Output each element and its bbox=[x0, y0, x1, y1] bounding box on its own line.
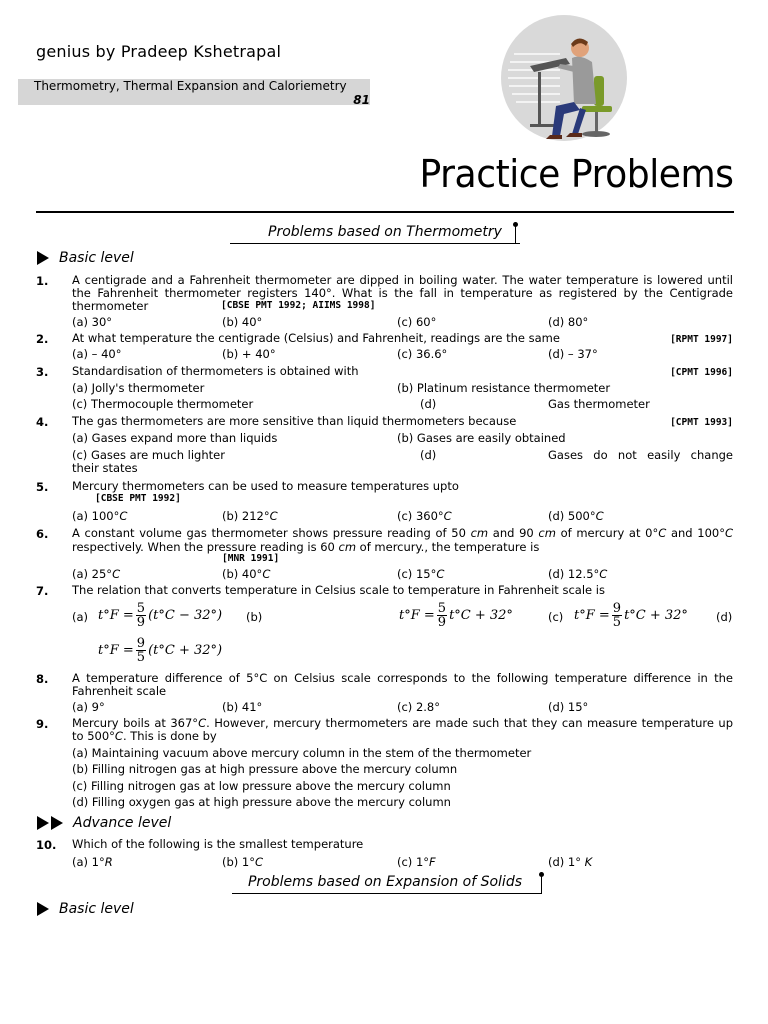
question-number: 7. bbox=[36, 584, 49, 598]
formula-b: t°F = $\frac{5}{9}$ t°C + 32° bbox=[399, 601, 513, 630]
basic-level-label: Basic level bbox=[59, 901, 134, 917]
option-a: (a) 30° bbox=[72, 315, 113, 329]
option-a: (a) – 40° bbox=[72, 347, 122, 361]
triangle-bullet-icon bbox=[51, 816, 63, 830]
section-tick bbox=[541, 876, 542, 893]
fraction: $\frac{5}{9}$ bbox=[136, 601, 146, 630]
question-text: At what temperature the centigrade (Celsius) and Fahrenheit, readings are the same bbox=[72, 331, 560, 345]
option-b: (b) Platinum resistance thermometer bbox=[397, 381, 611, 395]
question-text: Mercury boils at 367°C. However, mercury thermometers are made such that they can measure temperature up to 500°C. This is done by bbox=[72, 716, 733, 743]
formula-a: t°F = $\frac{5}{9}$ (t°C − 32°) bbox=[98, 601, 223, 630]
question-text: The relation that converts temperature in Celsius scale to temperature in Fahrenheit scale is bbox=[72, 583, 605, 597]
advance-level-label: Advance level bbox=[73, 815, 172, 831]
question-number: 9. bbox=[36, 717, 49, 731]
option-d-continued: their states bbox=[72, 461, 138, 475]
option-d: (d) 1° K bbox=[548, 855, 593, 869]
question-text: Standardisation of thermometers is obtained with bbox=[72, 364, 359, 378]
option-c: (c) Gases are much lighter bbox=[72, 448, 225, 462]
option-b: (b) 40°C bbox=[222, 567, 271, 581]
fraction: $\frac{9}{5}$ bbox=[612, 601, 622, 630]
option-a: (a) 1°R bbox=[72, 855, 113, 869]
question-text: A temperature difference of 5°C on Celsius scale corresponds to the following temperature difference in the Fahrenheit scale bbox=[72, 671, 733, 698]
advance-level-heading bbox=[37, 815, 171, 831]
option-d-label: (d) bbox=[420, 397, 437, 411]
section-dot bbox=[513, 222, 518, 227]
question-text: Which of the following is the smallest temperature bbox=[72, 837, 364, 851]
student-writing-illustration bbox=[500, 14, 628, 142]
option-d-label: (d) bbox=[716, 610, 733, 624]
option-c: (c) Filling nitrogen gas at low pressure above the mercury column bbox=[72, 779, 451, 793]
triangle-bullet-icon bbox=[37, 251, 49, 265]
question-number: 4. bbox=[36, 415, 49, 429]
question-number: 5. bbox=[36, 480, 49, 494]
option-b: (b) 40° bbox=[222, 315, 263, 329]
question-number: 6. bbox=[36, 527, 49, 541]
section-tick bbox=[515, 226, 516, 243]
chapter-title: Thermometry, Thermal Expansion and Caloriemetry bbox=[34, 79, 347, 93]
option-a-label: (a) bbox=[72, 610, 89, 624]
exam-tag: [MNR 1991] bbox=[222, 553, 280, 564]
option-c: (c) 360°C bbox=[397, 509, 452, 523]
option-d: Gas thermometer bbox=[548, 397, 650, 411]
option-d: (d) 12.5°C bbox=[548, 567, 608, 581]
option-a: (a) Jolly's thermometer bbox=[72, 381, 205, 395]
option-c: (c) 2.8° bbox=[397, 700, 440, 714]
question-text-line2: respectively. When the pressure reading is 60 cm of mercury., the temperature is bbox=[72, 540, 540, 554]
option-d: (d) 80° bbox=[548, 315, 589, 329]
option-b: (b) Filling nitrogen gas at high pressure above the mercury column bbox=[72, 762, 458, 776]
option-b: (b) 1°C bbox=[222, 855, 264, 869]
option-a: (a) 100°C bbox=[72, 509, 128, 523]
question-number: 2. bbox=[36, 332, 49, 346]
triangle-bullet-icon bbox=[37, 902, 49, 916]
section-underline bbox=[230, 243, 520, 244]
option-c: (c) 60° bbox=[397, 315, 437, 329]
option-c: (c) 36.6° bbox=[397, 347, 448, 361]
formula-c: t°F = $\frac{9}{5}$ t°C + 32° bbox=[574, 601, 688, 630]
question-text-line1: A constant volume gas thermometer shows pressure reading of 50 cm and 90 cm of mercury at 0°C and 100°C bbox=[72, 526, 733, 540]
formula-d: t°F = $\frac{9}{5}$ (t°C + 32°) bbox=[98, 636, 223, 665]
fraction: $\frac{9}{5}$ bbox=[136, 636, 146, 665]
exam-tag: [CPMT 1996] bbox=[670, 367, 733, 378]
question-number: 10. bbox=[36, 838, 57, 852]
page-title: Practice Problems bbox=[420, 152, 734, 196]
option-a: (a) Maintaining vacuum above mercury column in the stem of the thermometer bbox=[72, 746, 532, 760]
option-a: (a) Gases expand more than liquids bbox=[72, 431, 278, 445]
fraction: $\frac{5}{9}$ bbox=[437, 601, 447, 630]
question-text: Mercury thermometers can be used to measure temperatures upto bbox=[72, 479, 459, 493]
basic-level-label: Basic level bbox=[59, 250, 134, 266]
option-c-label: (c) bbox=[548, 610, 564, 624]
option-d: (d) Filling oxygen gas at high pressure above the mercury column bbox=[72, 795, 451, 809]
exam-tag: [CBSE PMT 1992] bbox=[95, 493, 181, 504]
option-d: (d) 15° bbox=[548, 700, 589, 714]
question-number: 3. bbox=[36, 365, 49, 379]
question-text: A centigrade and a Fahrenheit thermometer are dipped in boiling water. The water temperature is lowered until the Fahrenheit thermometer registers 140°. What is the fall in temperature as registered by the Centigrade thermometer bbox=[72, 273, 733, 313]
option-c: (c) 15°C bbox=[397, 567, 445, 581]
option-d: Gases do not easily change bbox=[548, 448, 733, 462]
section-heading-expansion: Problems based on Expansion of Solids bbox=[247, 874, 523, 890]
basic-level-heading-2 bbox=[37, 901, 134, 917]
option-a: (a) 9° bbox=[72, 700, 105, 714]
page-number: 81 bbox=[353, 93, 370, 107]
option-c: (c) 1°F bbox=[397, 855, 436, 869]
question-number: 8. bbox=[36, 672, 49, 686]
option-b: (b) + 40° bbox=[222, 347, 276, 361]
author-line: genius by Pradeep Kshetrapal bbox=[36, 42, 282, 61]
title-rule bbox=[36, 211, 734, 213]
exam-tag: [CBSE PMT 1992; AIIMS 1998] bbox=[221, 300, 376, 311]
option-c: (c) Thermocouple thermometer bbox=[72, 397, 254, 411]
exam-tag: [CPMT 1993] bbox=[670, 417, 733, 428]
option-b-label: (b) bbox=[246, 610, 263, 624]
question-text: The gas thermometers are more sensitive than liquid thermometers because bbox=[72, 414, 517, 428]
option-d: (d) – 37° bbox=[548, 347, 598, 361]
option-b: (b) Gases are easily obtained bbox=[397, 431, 566, 445]
section-heading-thermometry: Problems based on Thermometry bbox=[268, 224, 502, 240]
option-b: (b) 212°C bbox=[222, 509, 278, 523]
triangle-bullet-icon bbox=[37, 816, 49, 830]
option-b: (b) 41° bbox=[222, 700, 263, 714]
section-dot bbox=[539, 872, 544, 877]
question-number: 1. bbox=[36, 274, 49, 288]
option-d: (d) 500°C bbox=[548, 509, 604, 523]
exam-tag: [RPMT 1997] bbox=[670, 334, 733, 345]
option-d-label: (d) bbox=[420, 448, 437, 462]
section-underline bbox=[232, 893, 542, 894]
option-a: (a) 25°C bbox=[72, 567, 121, 581]
basic-level-heading bbox=[37, 250, 134, 266]
